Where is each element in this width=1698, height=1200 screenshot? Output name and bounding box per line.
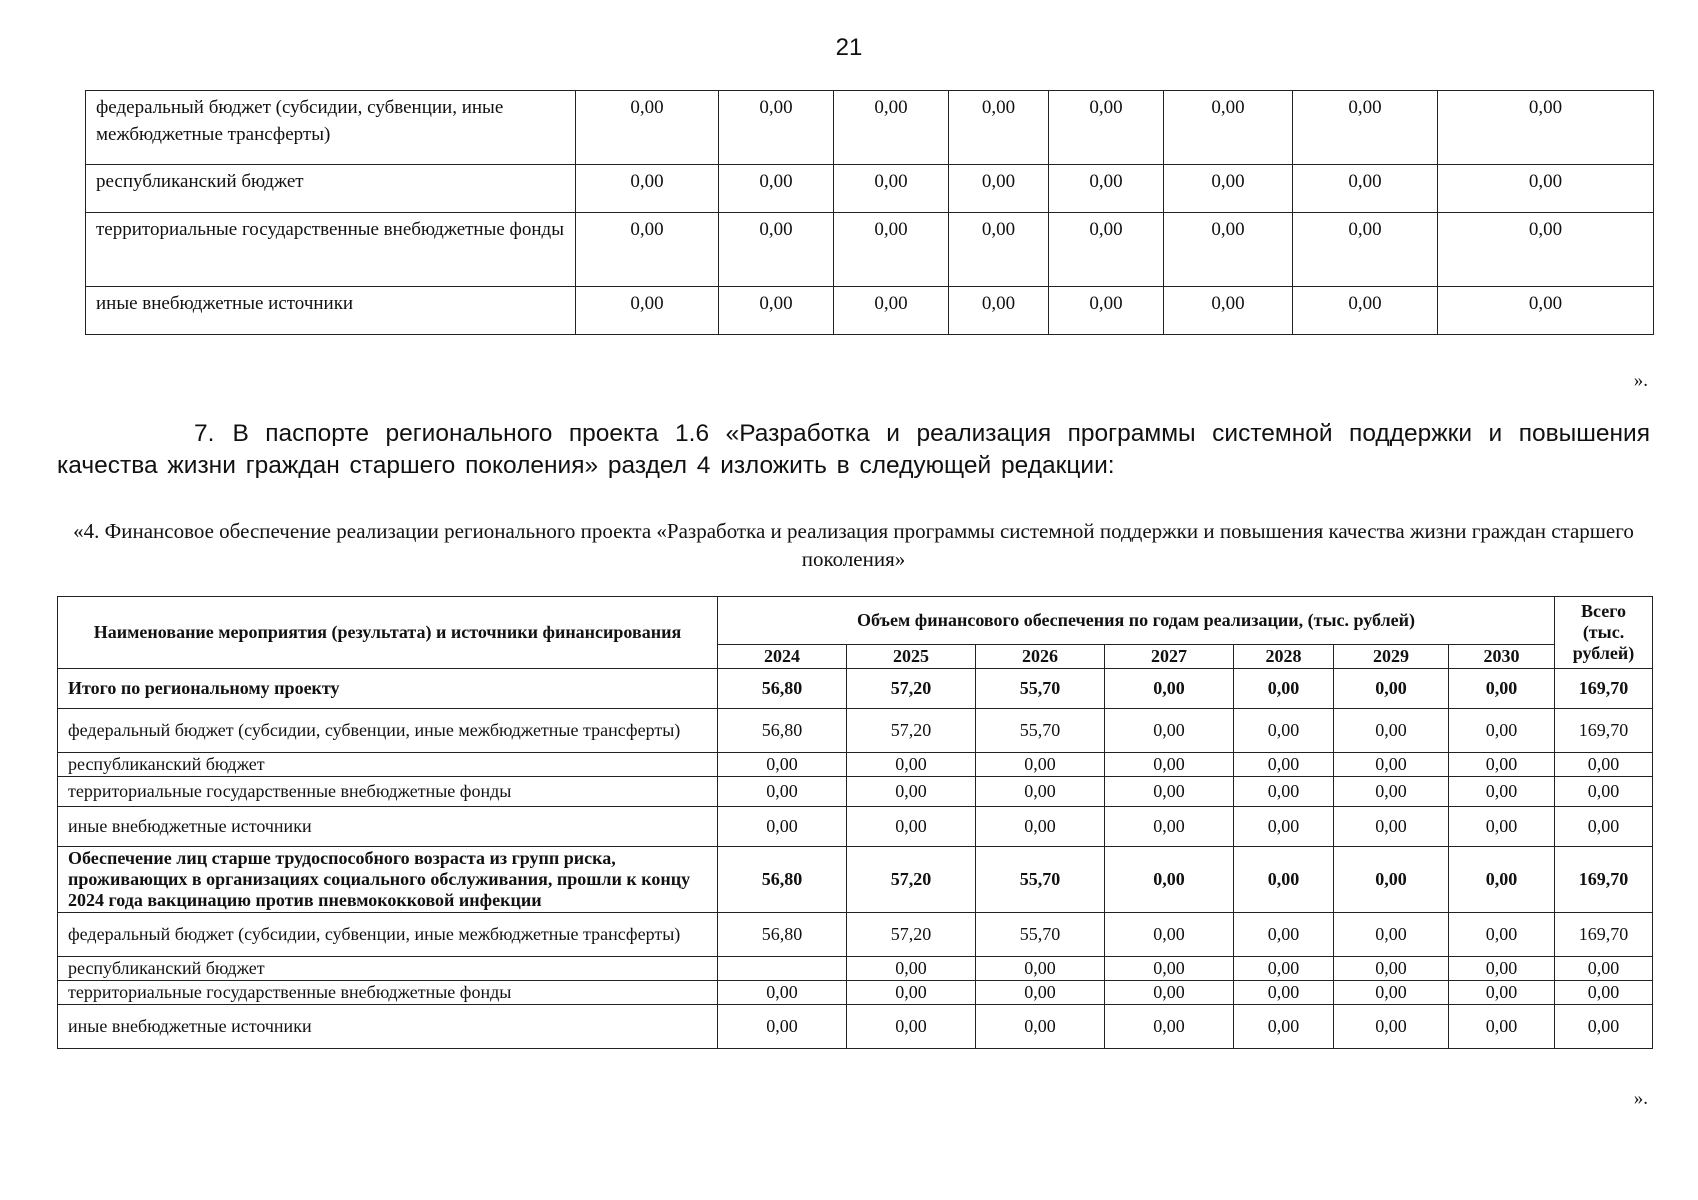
table-row xyxy=(58,1005,1653,1049)
value-cell: 169,70 xyxy=(1555,709,1653,753)
value-cell: 0,00 xyxy=(719,287,834,335)
page-number: 21 xyxy=(835,34,863,61)
row-label: Итого по региональному проекту xyxy=(58,669,718,709)
value-cell: 0,00 xyxy=(847,777,976,807)
value-cell: 0,00 xyxy=(1334,807,1449,847)
value-cell: 0,00 xyxy=(1105,777,1234,807)
value-cell: 0,00 xyxy=(1438,213,1654,287)
value-cell: 0,00 xyxy=(576,91,719,165)
row-label: иные внебюджетные источники xyxy=(86,287,576,335)
value-cell: 0,00 xyxy=(1234,913,1334,957)
value-cell: 0,00 xyxy=(1334,669,1449,709)
amendment-paragraph xyxy=(57,418,1650,482)
year-header: 2025 xyxy=(847,645,976,669)
value-cell: 57,20 xyxy=(847,669,976,709)
continuation-table xyxy=(85,90,1654,335)
value-cell: 0,00 xyxy=(976,957,1105,981)
value-cell: 0,00 xyxy=(949,91,1049,165)
closing-quote: ». xyxy=(1633,1088,1648,1109)
value-cell: 0,00 xyxy=(976,753,1105,777)
value-cell: 0,00 xyxy=(1555,777,1653,807)
value-cell: 0,00 xyxy=(1234,807,1334,847)
value-cell: 0,00 xyxy=(1334,957,1449,981)
value-cell: 0,00 xyxy=(718,807,847,847)
value-cell: 0,00 xyxy=(1334,913,1449,957)
table-row xyxy=(58,957,1653,981)
value-cell: 56,80 xyxy=(718,669,847,709)
value-cell: 55,70 xyxy=(976,709,1105,753)
header-volume: Объем финансового обеспечения по годам реализации, (тыс. рублей) xyxy=(718,597,1555,645)
value-cell: 0,00 xyxy=(847,981,976,1005)
amendment-number: 7. xyxy=(194,420,215,447)
value-cell: 0,00 xyxy=(1164,287,1293,335)
value-cell: 0,00 xyxy=(576,213,719,287)
row-label: Обеспечение лиц старше трудоспособного возраста из групп риска, проживающих в организациях социального обслуживания, прошли к концу 2024 года вакцинацию против пневмококковой инфекции xyxy=(58,847,718,913)
value-cell: 0,00 xyxy=(576,287,719,335)
row-label: иные внебюджетные источники xyxy=(58,807,718,847)
value-cell: 55,70 xyxy=(976,847,1105,913)
value-cell: 0,00 xyxy=(1334,1005,1449,1049)
header-total: Всего (тыс. рублей) xyxy=(1555,597,1653,669)
table-row xyxy=(58,847,1653,913)
value-cell: 0,00 xyxy=(1334,709,1449,753)
year-header: 2029 xyxy=(1334,645,1449,669)
value-cell: 0,00 xyxy=(1164,165,1293,213)
value-cell: 0,00 xyxy=(718,1005,847,1049)
value-cell: 0,00 xyxy=(949,165,1049,213)
value-cell: 0,00 xyxy=(1449,981,1555,1005)
value-cell: 56,80 xyxy=(718,913,847,957)
value-cell: 0,00 xyxy=(1049,287,1164,335)
row-label: территориальные государственные внебюджетные фонды xyxy=(58,981,718,1005)
value-cell: 0,00 xyxy=(1234,777,1334,807)
closing-quote: ». xyxy=(1633,370,1648,391)
value-cell: 0,00 xyxy=(834,213,949,287)
value-cell: 0,00 xyxy=(1105,1005,1234,1049)
year-header: 2028 xyxy=(1234,645,1334,669)
value-cell: 0,00 xyxy=(1234,709,1334,753)
value-cell: 57,20 xyxy=(847,913,976,957)
row-label: республиканский бюджет xyxy=(58,957,718,981)
header-name-column: Наименование мероприятия (результата) и источники финансирования xyxy=(58,597,718,669)
value-cell: 0,00 xyxy=(1449,709,1555,753)
row-label: федеральный бюджет (субсидии, субвенции, иные межбюджетные трансферты) xyxy=(86,91,576,165)
value-cell: 0,00 xyxy=(576,165,719,213)
value-cell: 55,70 xyxy=(976,669,1105,709)
value-cell: 57,20 xyxy=(847,847,976,913)
value-cell: 0,00 xyxy=(1449,957,1555,981)
value-cell: 0,00 xyxy=(1449,847,1555,913)
value-cell: 0,00 xyxy=(1555,1005,1653,1049)
value-cell: 0,00 xyxy=(949,287,1049,335)
value-cell: 0,00 xyxy=(719,165,834,213)
value-cell: 0,00 xyxy=(1449,1005,1555,1049)
value-cell: 0,00 xyxy=(1234,669,1334,709)
table-row xyxy=(58,753,1653,777)
table-row xyxy=(86,213,1654,287)
value-cell: 0,00 xyxy=(1049,91,1164,165)
value-cell: 0,00 xyxy=(1105,913,1234,957)
value-cell: 0,00 xyxy=(847,1005,976,1049)
table-row xyxy=(58,981,1653,1005)
value-cell: 0,00 xyxy=(1449,777,1555,807)
amendment-text: В паспорте регионального проекта 1.6 «Разработка и реализация программы системной поддержки и повышения качества жизни граждан старшего поколения» раздел 4 изложить в следующей редакции: xyxy=(57,420,1650,479)
row-label: территориальные государственные внебюджетные фонды xyxy=(86,213,576,287)
value-cell: 169,70 xyxy=(1555,669,1653,709)
section-title: «4. Финансовое обеспечение реализации регионального проекта «Разработка и реализация программы системной поддержки и повышения качества жизни граждан старшего поколения» xyxy=(73,519,1634,571)
table-row xyxy=(58,913,1653,957)
value-cell: 0,00 xyxy=(834,91,949,165)
value-cell: 0,00 xyxy=(1449,753,1555,777)
value-cell: 56,80 xyxy=(718,847,847,913)
row-label: республиканский бюджет xyxy=(86,165,576,213)
value-cell: 0,00 xyxy=(1293,287,1438,335)
row-label: иные внебюджетные источники xyxy=(58,1005,718,1049)
value-cell: 0,00 xyxy=(1105,957,1234,981)
year-header: 2030 xyxy=(1449,645,1555,669)
value-cell: 0,00 xyxy=(719,213,834,287)
table-row xyxy=(86,287,1654,335)
value-cell: 0,00 xyxy=(718,777,847,807)
value-cell: 169,70 xyxy=(1555,847,1653,913)
value-cell: 0,00 xyxy=(1334,847,1449,913)
row-label: федеральный бюджет (субсидии, субвенции, иные межбюджетные трансферты) xyxy=(58,709,718,753)
value-cell: 55,70 xyxy=(976,913,1105,957)
table-row xyxy=(86,165,1654,213)
value-cell: 169,70 xyxy=(1555,913,1653,957)
value-cell: 0,00 xyxy=(847,957,976,981)
value-cell: 0,00 xyxy=(1293,165,1438,213)
value-cell: 0,00 xyxy=(1438,91,1654,165)
value-cell: 0,00 xyxy=(1449,669,1555,709)
value-cell: 0,00 xyxy=(1334,753,1449,777)
value-cell: 0,00 xyxy=(1105,753,1234,777)
row-label: республиканский бюджет xyxy=(58,753,718,777)
row-label: территориальные государственные внебюджетные фонды xyxy=(58,777,718,807)
table-row xyxy=(58,709,1653,753)
value-cell: 0,00 xyxy=(1105,981,1234,1005)
value-cell: 0,00 xyxy=(1234,753,1334,777)
value-cell: 0,00 xyxy=(1293,213,1438,287)
value-cell: 0,00 xyxy=(1293,91,1438,165)
table-row xyxy=(86,91,1654,165)
value-cell: 0,00 xyxy=(1234,981,1334,1005)
value-cell: 0,00 xyxy=(718,981,847,1005)
value-cell: 0,00 xyxy=(1438,165,1654,213)
value-cell: 0,00 xyxy=(1049,213,1164,287)
value-cell: 0,00 xyxy=(1449,913,1555,957)
table-row xyxy=(58,807,1653,847)
value-cell: 0,00 xyxy=(1234,847,1334,913)
value-cell: 0,00 xyxy=(976,981,1105,1005)
year-header: 2024 xyxy=(718,645,847,669)
value-cell: 0,00 xyxy=(1234,957,1334,981)
row-label: федеральный бюджет (субсидии, субвенции, иные межбюджетные трансферты) xyxy=(58,913,718,957)
value-cell: 0,00 xyxy=(1449,807,1555,847)
value-cell: 0,00 xyxy=(1555,957,1653,981)
value-cell: 0,00 xyxy=(1234,1005,1334,1049)
value-cell: 0,00 xyxy=(976,807,1105,847)
value-cell: 0,00 xyxy=(1438,287,1654,335)
value-cell: 0,00 xyxy=(1164,91,1293,165)
value-cell: 0,00 xyxy=(1105,709,1234,753)
value-cell: 0,00 xyxy=(976,1005,1105,1049)
value-cell: 0,00 xyxy=(1105,847,1234,913)
value-cell: 0,00 xyxy=(719,91,834,165)
table-row xyxy=(58,669,1653,709)
value-cell: 0,00 xyxy=(834,165,949,213)
value-cell: 0,00 xyxy=(847,807,976,847)
value-cell: 0,00 xyxy=(1555,807,1653,847)
value-cell: 0,00 xyxy=(1105,669,1234,709)
value-cell: 0,00 xyxy=(1555,981,1653,1005)
value-cell: 0,00 xyxy=(834,287,949,335)
value-cell: 0,00 xyxy=(1334,777,1449,807)
value-cell: 57,20 xyxy=(847,709,976,753)
value-cell: 0,00 xyxy=(949,213,1049,287)
year-header: 2026 xyxy=(976,645,1105,669)
value-cell xyxy=(718,957,847,981)
value-cell: 0,00 xyxy=(976,777,1105,807)
value-cell: 56,80 xyxy=(718,709,847,753)
value-cell: 0,00 xyxy=(718,753,847,777)
value-cell: 0,00 xyxy=(847,753,976,777)
value-cell: 0,00 xyxy=(1164,213,1293,287)
value-cell: 0,00 xyxy=(1105,807,1234,847)
table-row xyxy=(58,777,1653,807)
finance-table xyxy=(57,596,1653,1049)
year-header: 2027 xyxy=(1105,645,1234,669)
value-cell: 0,00 xyxy=(1049,165,1164,213)
value-cell: 0,00 xyxy=(1555,753,1653,777)
value-cell: 0,00 xyxy=(1334,981,1449,1005)
